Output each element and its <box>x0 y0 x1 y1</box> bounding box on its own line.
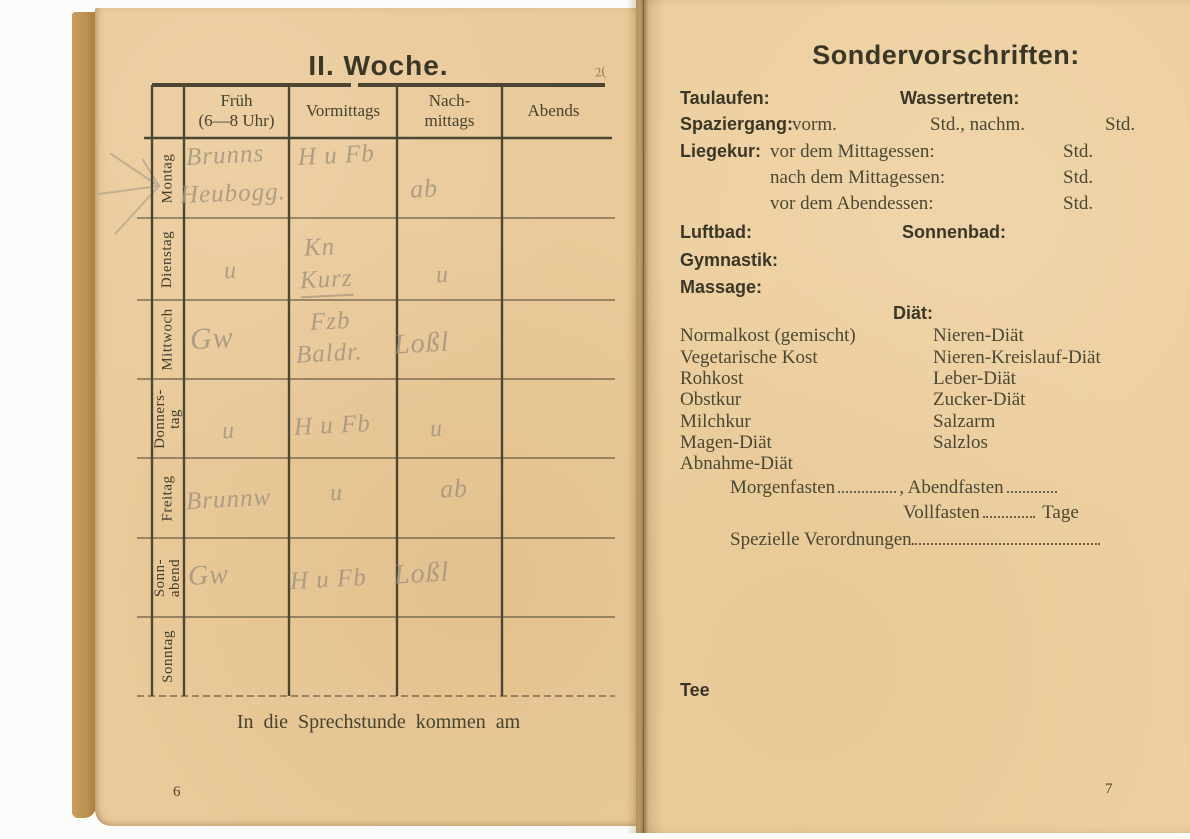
row-label-freitag <box>152 458 184 538</box>
header-line: Abends <box>527 101 580 120</box>
label-gymnastik: Gymnastik: <box>680 250 779 270</box>
column-header-frueh <box>184 84 289 138</box>
handwriting-entry: Kn <box>303 233 336 262</box>
handwriting-entry: u <box>223 257 238 285</box>
handwriting-entry: Gw <box>187 558 230 593</box>
header-line: Früh <box>220 91 253 110</box>
sondervorschriften-title: Sondervorschriften: <box>812 40 1080 70</box>
day-text: Dienstag <box>159 230 176 288</box>
diet-item: Abnahme-Diät <box>680 453 793 474</box>
label-liegekur: Liegekur: <box>680 141 762 161</box>
text-std: Std. <box>1063 141 1094 162</box>
row-label-mittwoch <box>152 300 184 379</box>
header-line: Nach- <box>428 91 471 110</box>
dotted-leader <box>1007 486 1057 493</box>
column-header-vormittags <box>289 84 397 138</box>
text-vollfasten: Vollfasten <box>903 502 980 523</box>
corner-print-mark: 2( <box>593 63 607 80</box>
comma: , <box>899 477 904 498</box>
diet-item: Nieren-Kreislauf-Diät <box>933 347 1101 368</box>
day-text: Donners- <box>152 388 169 449</box>
handwriting-entry: Gw <box>189 320 235 357</box>
label-massage: Massage: <box>680 277 763 297</box>
handwriting-entry: Brunns <box>185 139 265 172</box>
diet-item: Nieren-Diät <box>933 325 1024 346</box>
handwriting-entry: H u Fb <box>289 564 368 595</box>
text-nach-mittagessen: nach dem Mittagessen: <box>770 167 946 188</box>
column-header-nachmittags <box>397 84 502 138</box>
table-grid-lines <box>132 80 622 702</box>
label-diaet: Diät: <box>893 303 933 323</box>
text-std: Std. <box>1063 193 1094 214</box>
handwriting-entry: H u Fb <box>293 410 372 441</box>
day-text: Freitag <box>159 475 176 521</box>
diet-item: Zucker-Diät <box>933 389 1026 410</box>
handwriting-entry: u <box>329 479 344 507</box>
handwriting-entry: Fzb <box>309 306 352 337</box>
handwriting-entry: H u Fb <box>297 140 376 171</box>
handwriting-entry: Loßl <box>393 326 451 361</box>
text-vorm: vorm. <box>792 114 837 135</box>
label-luftbad: Luftbad: <box>680 222 752 242</box>
text-std: Std. <box>1105 114 1136 135</box>
diet-item: Vegetarische Kost <box>680 347 818 368</box>
label-spaziergang: Spaziergang: <box>680 114 794 134</box>
diet-item: Magen-Diät <box>680 432 772 453</box>
dotted-leader <box>912 538 1100 545</box>
column-header-abends <box>502 84 605 138</box>
header-line: mittags <box>424 111 475 130</box>
diet-item: Salzarm <box>933 411 996 432</box>
day-text: Mittwoch <box>159 308 176 371</box>
diet-item: Rohkost <box>680 368 744 389</box>
left-page <box>95 8 636 826</box>
right-page <box>636 0 1190 833</box>
label-wassertreten: Wassertreten: <box>900 88 1020 108</box>
text-std: Std. <box>1063 167 1094 188</box>
row-label-montag <box>152 138 184 218</box>
handwriting-entry: Kurz <box>299 265 353 299</box>
diet-item: Milchkur <box>680 411 751 432</box>
text-morgenfasten: Morgenfasten <box>730 477 836 498</box>
handwriting-entry: ab <box>439 473 469 504</box>
row-label-sonnabend <box>152 538 184 617</box>
page-number-right: 7 <box>1105 781 1113 797</box>
consultation-line: In die Sprechstunde kommen am <box>236 711 521 733</box>
day-text: abend <box>167 558 183 597</box>
handwriting-entry: Loßl <box>393 556 451 591</box>
handwriting-entry: Baldr. <box>295 338 364 369</box>
day-text: Sonn- <box>152 558 168 597</box>
day-text: tag <box>167 408 184 429</box>
dotted-leader <box>838 486 896 493</box>
handwriting-entry: u <box>221 417 236 445</box>
text-abendfasten: Abendfasten <box>907 477 1004 498</box>
text-vor-mittagessen: vor dem Mittagessen: <box>770 141 935 162</box>
diet-item: Normalkost (gemischt) <box>680 325 856 346</box>
row-label-sonntag <box>152 617 184 696</box>
dotted-leader <box>983 511 1035 518</box>
week-table <box>152 82 605 696</box>
handwriting-entry: Brunnw <box>185 483 272 516</box>
handwriting-entry: Heubogg. <box>179 178 287 209</box>
spezielle-line <box>730 529 1103 551</box>
handwriting-entry: u <box>429 415 444 443</box>
page-stack-edge <box>72 12 96 818</box>
label-sonnenbad: Sonnenbad: <box>902 222 1006 242</box>
text-spezielle-verordnungen: Spezielle Verordnungen <box>730 529 912 550</box>
diet-item: Obstkur <box>680 389 742 410</box>
diet-item: Leber-Diät <box>933 368 1016 389</box>
day-text: Sonntag <box>159 630 176 683</box>
label-taulaufen: Taulaufen: <box>680 88 770 108</box>
header-line: (6—8 Uhr) <box>198 111 275 130</box>
handwriting-entry: ab <box>409 173 439 204</box>
row-label-donnerstag <box>152 379 184 458</box>
label-tee: Tee <box>680 680 710 700</box>
fasting-line-2 <box>903 502 1079 524</box>
day-text: Montag <box>159 153 176 203</box>
handwriting-entry: u <box>435 261 450 289</box>
text-vor-abendessen: vor dem Abendessen: <box>770 193 934 214</box>
text-tage: Tage <box>1042 502 1079 523</box>
header-line: Vormittags <box>305 101 381 120</box>
fasting-line-1 <box>730 477 1060 499</box>
diet-item: Salzlos <box>933 432 988 453</box>
page-number-left: 6 <box>173 784 181 800</box>
row-label-dienstag <box>152 218 184 300</box>
week-title: II. Woche. <box>308 50 449 81</box>
text-std-nachm: Std., nachm. <box>930 114 1025 135</box>
